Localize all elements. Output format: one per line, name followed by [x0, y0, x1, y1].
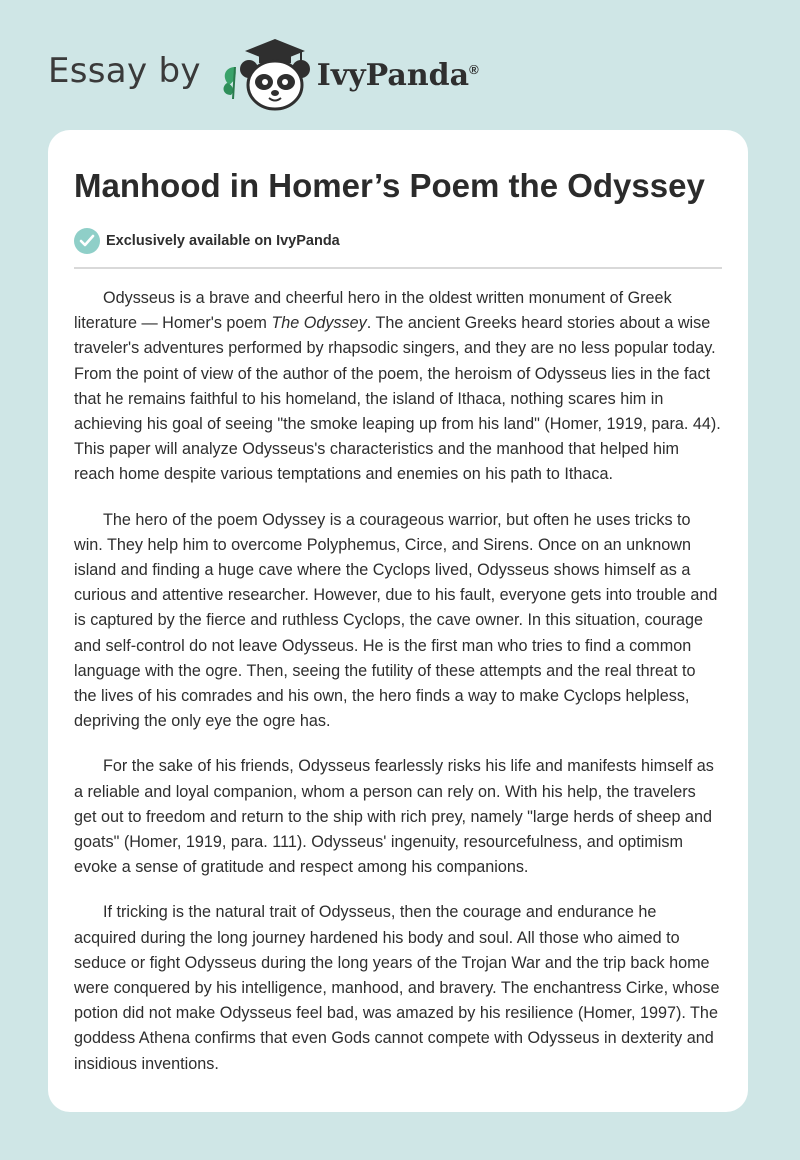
exclusive-label: Exclusively available on IvyPanda	[106, 233, 340, 249]
divider	[74, 267, 722, 269]
essay-card	[48, 130, 748, 1112]
essay-title: Manhood in Homer’s Poem the Odyssey	[74, 167, 705, 204]
poem-title-italic: The Odyssey	[271, 314, 367, 333]
paragraph-1: Odysseus is a brave and cheerful hero in the oldest written monument of Greek literature — Homer's poem The Odyssey. The ancient Greeks heard stories about a wise traveler's adventures performed by rhapsodic singers, and they are no less popular today. From the point of view of the author of the poem, the heroism of Odysseus lies in the fact that he remains faithful to his homeland, the island of Ithaca, nothing scares him in achieving his goal of seeing "the smoke leaping up from his land" (Homer, 1919, para. 44). This paper will analyze Odysseus's characteristics and the manhood that helped him reach home despite various temptations and enemies on his path to Ithaca.	[74, 289, 721, 484]
paragraph-2: The hero of the poem Odyssey is a courageous warrior, but often he uses tricks to win. They help him to overcome Polyphemus, Circe, and Sirens. Once on an unknown island and finding a huge cave where the Cyclops lived, Odysseus shows himself as a curious and attentive researcher. However, due to his fault, everyone gets into trouble and is captured by the fierce and ruthless Cyclops, the cave owner. In this situation, courage and self-control do not leave Odysseus. He is the first man who tries to find a common language with the ogre. Then, seeing the futility of these attempts and the real threat to the lives of his comrades and his own, the hero finds a way to make Cyclops helpless, depriving the only eye the ogre has.	[74, 510, 718, 731]
checkmark-icon	[74, 228, 100, 254]
exclusive-badge	[74, 226, 722, 256]
registered-mark: ®	[469, 61, 479, 77]
panda-logo-icon[interactable]	[219, 33, 311, 113]
paragraph-3: For the sake of his friends, Odysseus fearlessly risks his life and manifests himself as a reliable and loyal companion, whom a person can rely on. With his help, the travelers get out to freedom and return to the ship with rich prey, namely "large herds of sheep and goats" (Homer, 1919, para. 111). Odysseus' ingenuity, resourcefulness, and optimism evoke a sense of gratitude and respect among his companions.	[74, 757, 714, 877]
brand-name[interactable]: IvyPanda®	[316, 57, 479, 93]
paragraph-4: If tricking is the natural trait of Odysseus, then the courage and endurance he acquired during the long journey hardened his body and soul. All those who aimed to seduce or fight Odysseus during the long years of the Trojan War and the trip back home were conquered by his intelligence, manhood, and bravery. The enchantress Cirke, whose potion did not make Odysseus feel bad, was amazed by his resilience (Homer, 1997). The goddess Athena confirms that even Gods cannot compete with Odysseus in dexterity and insidious inventions.	[74, 903, 720, 1073]
essay-by-label: Essay by	[48, 51, 201, 91]
site-header	[48, 28, 479, 118]
